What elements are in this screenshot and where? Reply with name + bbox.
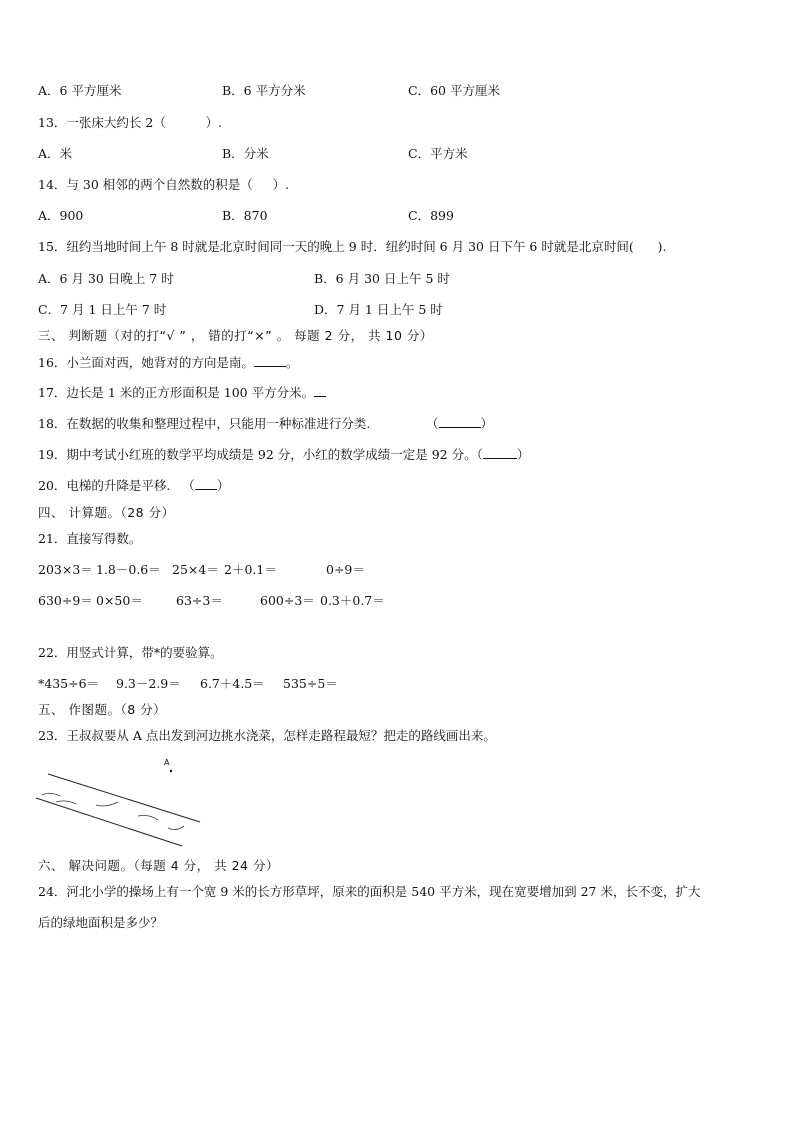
- q17-line: [38, 385, 326, 401]
- wave-mark: [56, 801, 76, 804]
- q15-option-c: C．7 月 1 日上午 7 时: [38, 302, 167, 317]
- q13-option-a: A．米: [38, 146, 73, 161]
- q23-stem: 23．王叔叔要从 A 点出发到河边挑水浇菜，怎样走路程最短？把走的路线画出来。: [38, 728, 496, 743]
- q16-text: 16．小兰面对西，她背对的方向是南。: [38, 355, 254, 370]
- wave-mark: [168, 826, 184, 830]
- river-figure: [30, 758, 210, 848]
- q13-option-c: C．平方米: [408, 146, 468, 161]
- q20-text: 20．电梯的升降是平移. （: [38, 478, 195, 493]
- q18-answer-blank[interactable]: [439, 416, 481, 428]
- wave-mark: [96, 802, 118, 806]
- q21-stem: 21．直接写得数。: [38, 531, 142, 546]
- point-a-label: A: [164, 758, 170, 767]
- q19-answer-blank[interactable]: [483, 447, 517, 459]
- q15-option-b: B．6 月 30 日上午 5 时: [314, 271, 450, 286]
- wave-mark: [138, 816, 158, 821]
- river-bank-upper: [48, 774, 200, 822]
- q24-line-1: 24．河北小学的操场上有一个宽 9 米的长方形草坪，原来的面积是 540 平方米，现在宽要增加到 27 米，长不变，扩大: [38, 884, 701, 899]
- q14-option-c: C．899: [408, 208, 454, 223]
- q21-item: 0÷9＝: [326, 562, 365, 577]
- q21-item: 630÷9＝: [38, 593, 93, 608]
- q21-item: 1.8－0.6＝: [96, 562, 161, 577]
- q21-item: 63÷3＝: [176, 593, 223, 608]
- q15-option-d: D．7 月 1 日上午 5 时: [314, 302, 443, 317]
- q20-line: [38, 478, 229, 494]
- q20-end: ）: [216, 478, 230, 493]
- q24-line-2: 后的绿地面积是多少？: [38, 915, 164, 930]
- q14-stem: 14．与 30 相邻的两个自然数的积是（ ）.: [38, 177, 290, 192]
- q22-item: 535÷5＝: [283, 676, 338, 691]
- q21-item: 600÷3＝: [260, 593, 315, 608]
- q14-option-b: B．870: [222, 208, 268, 223]
- q19-end: ）: [516, 447, 530, 462]
- q17-answer-blank[interactable]: [314, 385, 326, 397]
- point-a-marker: [170, 770, 172, 772]
- q16-end: 。: [285, 355, 299, 370]
- q19-text: 19．期中考试小红班的数学平均成绩是 92 分，小红的数学成绩一定是 92 分。（: [38, 447, 483, 462]
- q13-stem: 13．一张床大约长 2（ ）.: [38, 115, 223, 130]
- q21-item: 203×3＝: [38, 562, 93, 577]
- q19-line: [38, 447, 529, 463]
- q18-end: ）: [480, 416, 494, 431]
- q21-item: 0×50＝: [96, 593, 143, 608]
- q22-item: 9.3－2.9＝: [116, 676, 181, 691]
- q12-option-a: A．6 平方厘米: [38, 83, 122, 98]
- q17-text: 17．边长是 1 米的正方形面积是 100 平方分米。: [38, 385, 315, 400]
- wave-mark: [42, 793, 60, 796]
- section-6-heading: 六、 解决问题。（每题 4 分， 共 24 分）: [38, 858, 279, 873]
- q12-option-c: C．60 平方厘米: [408, 83, 500, 98]
- section-5-heading: 五、 作图题。（8 分）: [38, 702, 167, 717]
- q22-item: *435÷6＝: [38, 676, 100, 691]
- q16-answer-blank[interactable]: [254, 355, 286, 367]
- section-3-heading: 三、 判断题（对的打“√ ” ， 错的打“×” 。 每题 2 分， 共 10 分）: [38, 328, 433, 343]
- q21-item: 2＋0.1＝: [224, 562, 277, 577]
- q12-option-b: B．6 平方分米: [222, 83, 306, 98]
- q18-line: [38, 416, 493, 432]
- q22-item: 6.7＋4.5＝: [200, 676, 265, 691]
- q20-answer-blank[interactable]: [195, 478, 217, 490]
- q14-option-a: A．900: [38, 208, 84, 223]
- q21-item: 25×4＝: [172, 562, 219, 577]
- q13-option-b: B．分米: [222, 146, 269, 161]
- q16-line: [38, 355, 298, 371]
- q15-option-a: A．6 月 30 日晚上 7 时: [38, 271, 174, 286]
- q18-text: 18．在数据的收集和整理过程中，只能用一种标准进行分类. （: [38, 416, 439, 431]
- q15-stem: 15．纽约当地时间上午 8 时就是北京时间同一天的晚上 9 时．纽约时间 6 月 30 日下午 6 时就是北京时间( ).: [38, 239, 667, 254]
- section-4-heading: 四、 计算题。（28 分）: [38, 505, 175, 520]
- q21-item: 0.3＋0.7＝: [320, 593, 385, 608]
- q22-stem: 22．用竖式计算，带*的要验算。: [38, 645, 223, 660]
